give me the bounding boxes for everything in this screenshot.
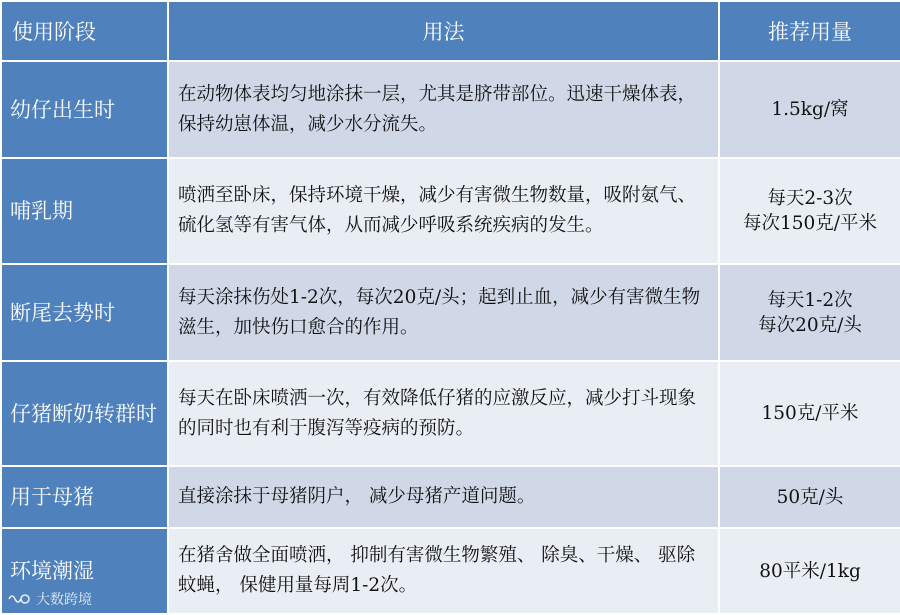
dose-cell xyxy=(719,528,900,614)
dose-line: 每天2-3次 xyxy=(767,188,853,209)
watermark xyxy=(6,589,92,609)
stage-cell: 断尾去势时 xyxy=(1,264,168,361)
dose-line: 每天1-2次 xyxy=(767,289,853,311)
usage-cell: 在猪舍做全面喷洒， 抑制有害微生物繁殖、 除臭、干燥、 驱除蚊蝇， 保健用量每周1-2次。 xyxy=(168,528,719,614)
usage-column-header: 用法 xyxy=(168,1,719,61)
dose-line: 80平米/1kg xyxy=(759,560,861,582)
dose-cell xyxy=(719,361,900,466)
dose-cell xyxy=(719,466,900,528)
usage-cell: 在动物体表均匀地涂抹一层，尤其是脐带部位。迅速干燥体表， 保持幼崽体温，减少水分流失。 xyxy=(168,61,719,158)
stage-cell: 用于母猪 xyxy=(1,466,168,528)
usage-cell: 每天在卧床喷洒一次，有效降低仔猪的应激反应，减少打斗现象的同时也有利于腹泻等疫病的预防。 xyxy=(168,361,719,466)
dose-cell xyxy=(719,158,900,264)
dose-line: 50克/头 xyxy=(776,486,844,508)
stage-cell: 仔猪断奶转群时 xyxy=(1,361,168,466)
stage-cell: 哺乳期 xyxy=(1,158,168,264)
dose-line: 1.5kg/窝 xyxy=(771,99,849,120)
sound-wave-logo-icon xyxy=(6,591,32,607)
usage-cell: 直接涂抹于母猪阴户， 减少母猪产道问题。 xyxy=(168,466,719,528)
watermark-text: 大数跨境 xyxy=(36,592,92,608)
stage-cell: 幼仔出生时 xyxy=(1,61,168,158)
dose-line: 每次20克/头 xyxy=(758,314,862,336)
stage-column-header: 使用阶段 xyxy=(1,1,168,61)
table-header-row xyxy=(1,1,900,61)
table-row xyxy=(1,61,900,158)
dose-cell xyxy=(719,264,900,361)
usage-cell: 每天涂抹伤处1-2次，每次20克/头；起到止血，减少有害微生物滋生，加快伤口愈合的作用。 xyxy=(168,264,719,361)
table-row xyxy=(1,361,900,466)
table-row xyxy=(1,528,900,614)
dose-line: 每次150克/平米 xyxy=(742,213,878,234)
table-row xyxy=(1,264,900,361)
dose-cell xyxy=(719,61,900,158)
table-row xyxy=(1,158,900,264)
dose-column-header: 推荐用量 xyxy=(719,1,900,61)
usage-cell: 喷洒至卧床，保持环境干燥，减少有害微生物数量，吸附氨气、 硫化氢等有害气体，从而减少呼吸系统疾病的发生。 xyxy=(168,158,719,264)
table-row xyxy=(1,466,900,528)
stage-cell: 环境潮湿 xyxy=(1,528,168,614)
dose-line: 150克/平米 xyxy=(761,403,859,424)
